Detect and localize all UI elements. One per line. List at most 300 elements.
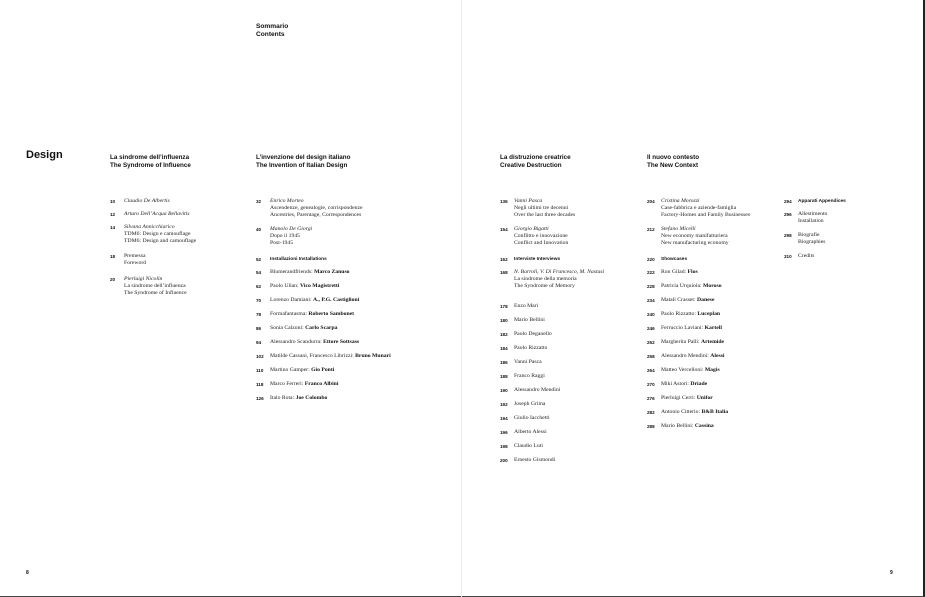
toc-line-text: Marco Ferreri: bbox=[270, 381, 305, 387]
toc-line-text: Patricia Urquiola: bbox=[661, 283, 704, 289]
toc-entry-text bbox=[514, 457, 555, 464]
toc-page-number: 118 bbox=[256, 382, 264, 387]
toc-entry[interactable] bbox=[500, 415, 550, 422]
toc-title-line bbox=[124, 290, 187, 297]
toc-subject: Vico Magistretti bbox=[300, 283, 340, 289]
toc-line-text: Matali Crasset: bbox=[661, 297, 698, 303]
toc-entry[interactable] bbox=[256, 256, 327, 263]
toc-line-text: Ascendenze, genealogie, corrispondenze bbox=[270, 205, 363, 212]
toc-line-text: Negli ultimi tre decenni bbox=[514, 205, 569, 212]
col3-heading-it: La distruzione creatrice bbox=[500, 154, 571, 161]
toc-entry[interactable] bbox=[647, 325, 722, 332]
toc-entry[interactable] bbox=[256, 297, 359, 304]
toc-entry-text bbox=[798, 211, 827, 225]
toc-subsection-heading bbox=[270, 256, 327, 263]
toc-title-line bbox=[270, 283, 339, 290]
toc-entry-text bbox=[270, 198, 363, 220]
toc-entry[interactable] bbox=[500, 317, 545, 324]
toc-line-text: Installazioni Installations bbox=[270, 257, 327, 262]
toc-line-text: Alessandro Mendini bbox=[514, 387, 561, 393]
toc-title-line bbox=[270, 233, 312, 240]
toc-page-number: 110 bbox=[256, 368, 264, 373]
toc-line-text: Interviste Interviews bbox=[514, 257, 561, 262]
toc-line-text: Mario Bellini bbox=[514, 317, 545, 323]
col1-heading-it: La sindrome dell’influenza bbox=[110, 154, 190, 161]
toc-page-number: 270 bbox=[647, 382, 655, 387]
toc-title-line bbox=[270, 367, 334, 374]
col3-heading-en: Creative Destruction bbox=[500, 162, 562, 169]
toc-entry-text bbox=[514, 317, 545, 324]
toc-line-text: Paolo Rizzatto: bbox=[661, 311, 698, 317]
toc-title-line bbox=[661, 325, 722, 332]
toc-entry[interactable] bbox=[500, 331, 552, 338]
toc-title-line bbox=[661, 381, 707, 388]
toc-entry-text bbox=[661, 367, 720, 374]
toc-author bbox=[270, 226, 312, 233]
toc-page-number: 294 bbox=[784, 199, 792, 204]
toc-subject: Bruno Munari bbox=[355, 353, 391, 359]
toc-subsection-heading bbox=[514, 256, 560, 263]
toc-page-number: 228 bbox=[647, 284, 655, 289]
toc-page-number: 180 bbox=[500, 318, 508, 323]
toc-subject: Cassina bbox=[694, 423, 714, 429]
toc-subject: Moroso bbox=[703, 283, 722, 289]
toc-title-line bbox=[270, 381, 338, 388]
toc-page-number: 12 bbox=[110, 212, 116, 217]
toc-entry-text bbox=[270, 353, 391, 360]
toc-page-number: 70 bbox=[256, 298, 262, 303]
col1-heading-en: The Syndrome of Influence bbox=[110, 162, 191, 169]
toc-entry[interactable] bbox=[110, 211, 190, 218]
toc-line-text: Italo Rota: bbox=[270, 395, 296, 401]
toc-line-text: New manufacturing economy bbox=[661, 240, 729, 247]
toc-entry-text bbox=[514, 401, 545, 408]
toc-subsection-heading bbox=[661, 256, 687, 263]
toc-entry[interactable] bbox=[647, 409, 728, 416]
toc-title-line bbox=[270, 353, 391, 360]
toc-title-line bbox=[514, 331, 552, 338]
page-gutter bbox=[461, 0, 462, 597]
toc-line-text: Paolo Rizzatto bbox=[514, 345, 548, 351]
toc-line-text: Biografie bbox=[798, 232, 820, 238]
toc-page-number: 246 bbox=[647, 326, 655, 331]
toc-title-line bbox=[124, 253, 146, 260]
toc-entry[interactable] bbox=[500, 269, 604, 291]
toc-title-line bbox=[514, 303, 538, 310]
toc-subject: Ettore Sottsass bbox=[323, 339, 360, 345]
toc-title-line bbox=[661, 367, 720, 374]
toc-line-text: Blumerandfriends: bbox=[270, 269, 315, 275]
toc-entry[interactable] bbox=[647, 311, 720, 318]
toc-subject: Joe Colombo bbox=[295, 395, 328, 401]
toc-entry[interactable] bbox=[647, 423, 714, 430]
toc-title-line bbox=[514, 429, 547, 436]
toc-entry-text bbox=[514, 429, 547, 436]
toc-entry-text bbox=[124, 276, 187, 298]
toc-page-number: 310 bbox=[784, 254, 792, 259]
toc-line-text: Claudio De Albertis bbox=[124, 198, 170, 204]
toc-page-number: 276 bbox=[647, 396, 655, 401]
toc-line-text: Ron Gilad: bbox=[661, 269, 688, 275]
toc-title-line bbox=[514, 359, 542, 366]
toc-entry[interactable] bbox=[647, 198, 750, 220]
toc-page-number: 188 bbox=[500, 374, 508, 379]
toc-line-text: Over the last three decades bbox=[514, 212, 576, 219]
toc-entry-text bbox=[661, 269, 698, 276]
toc-page-number: 182 bbox=[500, 332, 508, 337]
toc-entry-text bbox=[270, 311, 354, 318]
toc-line-text: Conflict and Innovation bbox=[514, 240, 569, 247]
col1-heading bbox=[110, 154, 191, 170]
toc-title-line bbox=[124, 238, 196, 245]
toc-line-text: Pierluigi Nicolin bbox=[124, 276, 163, 282]
toc-line-text: La sindrome della memoria bbox=[514, 276, 577, 283]
toc-entry-text bbox=[270, 395, 327, 402]
toc-page-number: 196 bbox=[500, 430, 508, 435]
toc-line-text: Pierluigi Cerri: bbox=[661, 395, 697, 401]
toc-page-number: 222 bbox=[647, 270, 655, 275]
toc-line-text: Margherita Palli: bbox=[661, 339, 702, 345]
toc-entry[interactable] bbox=[500, 387, 560, 394]
col3-heading bbox=[500, 154, 571, 170]
toc-entry[interactable] bbox=[784, 211, 827, 225]
toc-entry[interactable] bbox=[256, 395, 327, 402]
toc-page-number: 186 bbox=[500, 360, 508, 365]
toc-entry[interactable] bbox=[500, 359, 542, 366]
toc-entry-text bbox=[514, 256, 560, 263]
toc-entry-text bbox=[514, 387, 560, 394]
toc-title-line bbox=[661, 311, 720, 318]
toc-line-text: Cristina Morozzi bbox=[661, 198, 700, 204]
contents-header bbox=[256, 23, 288, 39]
toc-line-text: Mario Bellini: bbox=[661, 423, 695, 429]
toc-entry-text bbox=[514, 359, 542, 366]
toc-title-line bbox=[661, 423, 714, 430]
toc-page-number: 296 bbox=[784, 212, 792, 217]
toc-page-number: 78 bbox=[256, 312, 262, 317]
toc-line-text: Showcases bbox=[661, 257, 688, 262]
toc-page-number: 192 bbox=[500, 402, 508, 407]
toc-title-line bbox=[514, 401, 545, 408]
toc-subject: B&B Italia bbox=[701, 409, 729, 415]
toc-entry[interactable] bbox=[110, 198, 170, 205]
toc-entry-text bbox=[270, 339, 359, 346]
toc-entry[interactable] bbox=[647, 395, 713, 402]
toc-line-text: Alberto Alessi bbox=[514, 429, 547, 435]
toc-line-text: Martino Gamper: bbox=[270, 367, 312, 373]
toc-title-line bbox=[124, 260, 146, 267]
toc-entry-text bbox=[661, 226, 729, 248]
toc-line-text: Matteo Vercelloni: bbox=[661, 367, 705, 373]
toc-title-line bbox=[514, 373, 545, 380]
toc-subject: Magis bbox=[704, 367, 720, 373]
toc-entry[interactable] bbox=[500, 429, 547, 436]
toc-line-text: The Syndrome of Influence bbox=[124, 290, 187, 297]
toc-page-number: 154 bbox=[500, 227, 508, 232]
toc-title-line bbox=[270, 212, 363, 219]
col4-heading-it: Il nuovo contesto bbox=[647, 154, 700, 161]
toc-page-number: 282 bbox=[647, 410, 655, 415]
toc-page-number: 252 bbox=[647, 340, 655, 345]
toc-entry-text bbox=[514, 415, 550, 422]
toc-page-number: 258 bbox=[647, 354, 655, 359]
toc-title-line bbox=[514, 212, 575, 219]
toc-entry-text bbox=[661, 339, 724, 346]
toc-page-number: 52 bbox=[256, 257, 262, 262]
toc-subject: Luceplan bbox=[697, 311, 721, 317]
toc-title-line bbox=[514, 317, 545, 324]
toc-entry[interactable] bbox=[256, 367, 334, 374]
toc-page-number: 32 bbox=[256, 199, 262, 204]
toc-entry[interactable] bbox=[647, 353, 725, 360]
toc-entry-text bbox=[798, 198, 846, 205]
toc-line-text: Manolo De Giorgi bbox=[270, 226, 313, 232]
toc-title-line bbox=[514, 457, 555, 464]
toc-entry[interactable] bbox=[256, 311, 354, 318]
toc-entry-text bbox=[514, 373, 545, 380]
toc-entry-text bbox=[514, 269, 604, 291]
toc-entry[interactable] bbox=[647, 256, 687, 263]
toc-title-line bbox=[514, 240, 568, 247]
toc-entry-text bbox=[514, 198, 575, 220]
toc-line-text: Sonia Calzoni: bbox=[270, 325, 306, 331]
toc-entry[interactable] bbox=[500, 256, 560, 263]
toc-entry-text bbox=[514, 443, 543, 450]
toc-title-line bbox=[514, 283, 604, 290]
toc-line-text: Enrico Morteo bbox=[270, 198, 304, 204]
toc-page-number: 298 bbox=[784, 233, 792, 238]
toc-page-number: 14 bbox=[110, 225, 116, 230]
toc-entry[interactable] bbox=[256, 381, 338, 388]
toc-page-number: 178 bbox=[500, 304, 508, 309]
toc-title-line bbox=[270, 339, 359, 346]
toc-entry[interactable] bbox=[647, 339, 724, 346]
toc-page-number: 240 bbox=[647, 312, 655, 317]
toc-page-number: 40 bbox=[256, 227, 262, 232]
toc-entry-text bbox=[270, 283, 339, 290]
toc-entry[interactable] bbox=[647, 297, 714, 304]
toc-title-line bbox=[798, 218, 827, 225]
toc-entry-text bbox=[270, 381, 338, 388]
toc-line-text: La sindrome dell’influenza bbox=[124, 283, 186, 290]
header-line-1: Sommario bbox=[256, 23, 289, 30]
toc-entry[interactable] bbox=[784, 253, 814, 260]
toc-entry[interactable] bbox=[500, 401, 545, 408]
toc-entry[interactable] bbox=[647, 269, 698, 276]
toc-author bbox=[124, 198, 170, 205]
toc-entry[interactable] bbox=[256, 269, 350, 276]
toc-entry[interactable] bbox=[256, 325, 337, 332]
toc-line-text: Biographies bbox=[798, 239, 826, 246]
toc-entry-text bbox=[270, 226, 312, 248]
toc-entry[interactable] bbox=[647, 226, 729, 248]
toc-title-line bbox=[661, 395, 713, 402]
toc-entry[interactable] bbox=[784, 198, 846, 205]
toc-subject: Artemide bbox=[701, 339, 725, 345]
toc-entry-text bbox=[661, 409, 728, 416]
toc-line-text: Giorgio Bigatti bbox=[514, 226, 549, 232]
toc-entry-text bbox=[124, 211, 190, 218]
toc-entry-text bbox=[798, 253, 814, 260]
toc-line-text: Apparati Appendices bbox=[798, 199, 846, 204]
toc-line-text: TDM6: Design and camouflage bbox=[124, 238, 197, 245]
toc-subject: Roberto Sambonet bbox=[308, 311, 355, 317]
toc-entry[interactable] bbox=[500, 198, 575, 220]
toc-entry-text bbox=[270, 325, 337, 332]
toc-entry-text bbox=[661, 423, 714, 430]
toc-entry[interactable] bbox=[647, 381, 707, 388]
toc-page-number: 102 bbox=[256, 354, 264, 359]
toc-title-line bbox=[270, 269, 350, 276]
toc-page-number: 190 bbox=[500, 388, 508, 393]
toc-entry[interactable] bbox=[500, 303, 538, 310]
toc-page-number: 212 bbox=[647, 227, 655, 232]
toc-line-text: TDM6: Design e camouflage bbox=[124, 231, 191, 238]
toc-entry[interactable] bbox=[256, 283, 339, 290]
toc-entry-text bbox=[661, 395, 713, 402]
toc-entry[interactable] bbox=[784, 232, 826, 246]
toc-page-number: 184 bbox=[500, 346, 508, 351]
toc-line-text: Claudio Luti bbox=[514, 443, 543, 449]
toc-page-number: 94 bbox=[256, 340, 262, 345]
toc-author bbox=[124, 211, 190, 218]
toc-line-text: Vanni Pasca bbox=[514, 198, 543, 204]
toc-title-line bbox=[514, 443, 543, 450]
toc-title-line bbox=[270, 395, 327, 402]
toc-page-number: 288 bbox=[647, 424, 655, 429]
toc-entry[interactable] bbox=[110, 276, 187, 298]
toc-page-number: 86 bbox=[256, 326, 262, 331]
toc-entry-text bbox=[124, 198, 170, 205]
toc-page-number: 62 bbox=[256, 284, 262, 289]
toc-page-number: 162 bbox=[500, 257, 508, 262]
toc-title-line bbox=[661, 212, 750, 219]
toc-entry-text bbox=[514, 331, 552, 338]
toc-line-text: Credits bbox=[798, 253, 815, 259]
toc-entry[interactable] bbox=[647, 367, 720, 374]
toc-entry-text bbox=[270, 256, 327, 263]
toc-title-line bbox=[661, 297, 714, 304]
toc-subject: Flos bbox=[687, 269, 698, 275]
toc-author bbox=[514, 198, 575, 205]
toc-line-text: Vanni Pasca bbox=[514, 359, 542, 365]
toc-page-number: 168 bbox=[500, 270, 508, 275]
col4-heading bbox=[647, 154, 699, 170]
toc-entry-text bbox=[270, 269, 350, 276]
toc-line-text: Giulio Iacchetti bbox=[514, 415, 550, 421]
toc-entry-text bbox=[661, 198, 750, 220]
toc-line-text: Ferruccio Laviani: bbox=[661, 325, 705, 331]
toc-line-text: Foreword bbox=[124, 260, 147, 267]
toc-subject: Marco Zanuso bbox=[314, 269, 350, 275]
toc-line-text: Factory-Homes and Family Businesses bbox=[661, 212, 750, 219]
toc-entry[interactable] bbox=[500, 457, 555, 464]
toc-line-text: Miki Astori: bbox=[661, 381, 691, 387]
toc-entry[interactable] bbox=[500, 345, 547, 352]
toc-author bbox=[270, 198, 363, 205]
toc-title-line bbox=[514, 387, 560, 394]
toc-title-line bbox=[798, 211, 827, 218]
toc-title-line bbox=[661, 240, 729, 247]
toc-line-text: Arturo Dell’Acqua Bellavitis bbox=[124, 211, 190, 217]
toc-line-text: The Syndrome of Memory bbox=[514, 283, 575, 290]
toc-subject: Kartell bbox=[704, 325, 722, 331]
toc-entry-text bbox=[514, 303, 538, 310]
toc-title-line bbox=[798, 232, 826, 239]
toc-line-text: Case-fabbrica e aziende-famiglia bbox=[661, 205, 737, 212]
toc-entry-text bbox=[124, 253, 146, 267]
toc-title-line bbox=[270, 240, 312, 247]
toc-subject: Gio Ponti bbox=[311, 367, 335, 373]
toc-line-text: Premessa bbox=[124, 253, 146, 259]
toc-entry-text bbox=[661, 353, 725, 360]
toc-entry-text bbox=[661, 311, 720, 318]
toc-subject: Danese bbox=[697, 297, 715, 303]
col2-heading-en: The Invention of Italian Design bbox=[256, 162, 348, 169]
toc-entry[interactable] bbox=[500, 373, 545, 380]
toc-entry-text bbox=[124, 224, 196, 246]
toc-line-text: Installation bbox=[798, 218, 824, 225]
toc-subject: Alessi bbox=[710, 353, 725, 359]
toc-title-line bbox=[514, 345, 547, 352]
toc-entry[interactable] bbox=[110, 224, 196, 246]
toc-entry[interactable] bbox=[256, 198, 363, 220]
toc-entry-text bbox=[661, 325, 722, 332]
toc-page-number: 126 bbox=[256, 396, 264, 401]
toc-line-text: Alessandro Scandurra: bbox=[270, 339, 324, 345]
toc-line-text: Conflitto e innovazione bbox=[514, 233, 568, 240]
toc-page-number: 264 bbox=[647, 368, 655, 373]
toc-line-text: N. Barrolì, V. Di Francesco, M. Nastasi bbox=[514, 269, 605, 275]
toc-page-number: 18 bbox=[110, 254, 116, 259]
toc-line-text: Allestimento bbox=[798, 211, 828, 217]
toc-subject: Unifor bbox=[696, 395, 713, 401]
toc-line-text: Paolo Ulian: bbox=[270, 283, 301, 289]
toc-line-text: Ancestries, Parentage, Correspondences bbox=[270, 212, 362, 219]
toc-title-line bbox=[270, 311, 354, 318]
toc-line-text: Lorenzo Damiani: bbox=[270, 297, 313, 303]
toc-title-line bbox=[514, 205, 575, 212]
toc-entry-text bbox=[661, 297, 714, 304]
page-number-left: 8 bbox=[26, 570, 29, 576]
toc-title-line bbox=[661, 269, 698, 276]
header-line-2: Contents bbox=[256, 31, 285, 38]
toc-entry[interactable] bbox=[500, 443, 543, 450]
toc-title-line bbox=[661, 283, 722, 290]
toc-page-number: 10 bbox=[110, 199, 116, 204]
toc-title-line bbox=[661, 339, 724, 346]
toc-line-text: Franco Raggi bbox=[514, 373, 545, 379]
toc-subject: Franco Albini bbox=[304, 381, 339, 387]
col2-heading bbox=[256, 154, 350, 170]
toc-entry-text bbox=[661, 283, 722, 290]
toc-title-line bbox=[798, 253, 814, 260]
toc-page-number: 54 bbox=[256, 270, 262, 275]
col2-heading-it: L’invenzione del design italiano bbox=[256, 154, 351, 161]
toc-line-text: Silvana Annicchiarico bbox=[124, 224, 175, 230]
toc-page-number: 198 bbox=[500, 444, 508, 449]
toc-line-text: Formafantasma: bbox=[270, 311, 309, 317]
toc-entry[interactable] bbox=[256, 353, 391, 360]
toc-page-number: 136 bbox=[500, 199, 508, 204]
toc-entry[interactable] bbox=[256, 339, 359, 346]
toc-line-text: Joseph Grima bbox=[514, 401, 546, 407]
toc-entry[interactable] bbox=[647, 283, 722, 290]
toc-entry[interactable] bbox=[256, 226, 312, 248]
toc-entry[interactable] bbox=[500, 226, 568, 248]
toc-entry[interactable] bbox=[110, 253, 146, 267]
toc-title-line bbox=[798, 239, 826, 246]
